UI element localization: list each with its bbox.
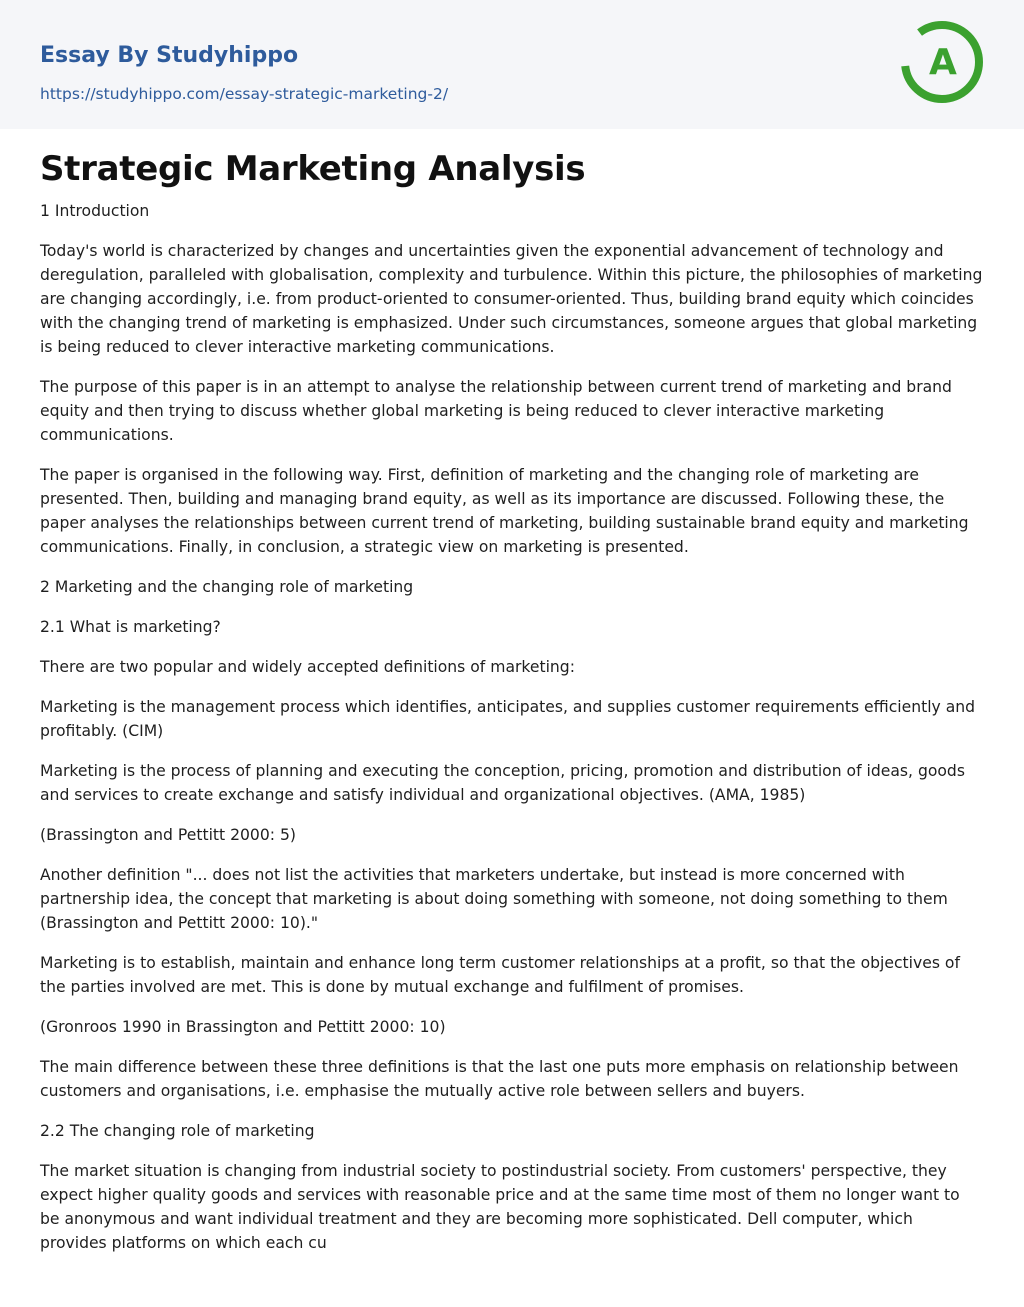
paragraph: Today's world is characterized by changes and uncertainties given the exponential advancement of technology and deregulation, paralleled with globalisation, complexity and turbulence. Within this picture, the philosophies of marketing are changing accordingly, i.e. from product-oriented to consumer-oriented. Thus, building brand equity which coincides with the changing trend of marketing is emphasized. Under such circumstances, someone argues that global marketing is being reduced to clever interactive marketing communications. <box>40 242 983 356</box>
definition-quote: Marketing is to establish, maintain and enhance long term customer relationships at a profit, so that the objectives of the parties involved are met. This is done by mutual exchange and fulfilment of promises. <box>40 954 960 996</box>
paragraph: The paper is organised in the following way. First, definition of marketing and the changing role of marketing are presented. Then, building and managing brand equity, as well as its importance are discussed. Following these, the paper analyses the relationships between current trend of marketing, building sustainable brand equity and marketing communications. Finally, in conclusion, a strategic view on marketing is presented. <box>40 466 969 556</box>
citation: (Brassington and Pettitt 2000: 5) <box>40 826 296 844</box>
source-url-link[interactable]: https://studyhippo.com/essay-strategic-marketing-2/ <box>40 85 449 103</box>
page-title: Strategic Marketing Analysis <box>40 149 586 189</box>
subsection-heading: 2.2 The changing role of marketing <box>40 1122 315 1140</box>
section-heading: 1 Introduction <box>40 202 150 220</box>
paragraph: The market situation is changing from industrial society to postindustrial society. From customers' perspective, they expect higher quality goods and services with reasonable price and at the same time most of them no longer want to be anonymous and want individual treatment and they are becoming more sophisticated. Dell computer, which provides platforms on which each cu <box>40 1162 960 1252</box>
article <box>0 129 1024 1255</box>
site-brand[interactable]: Essay By Studyhippo <box>40 43 299 68</box>
studyhippo-logo-icon[interactable] <box>900 20 984 104</box>
logo-letter: A <box>929 42 957 83</box>
subsection-heading: 2.1 What is marketing? <box>40 618 221 636</box>
paragraph: The main difference between these three definitions is that the last one puts more emphasis on relationship between customers and organisations, i.e. emphasise the mutually active role between sellers and buyers. <box>40 1058 959 1100</box>
citation: (Gronroos 1990 in Brassington and Pettitt 2000: 10) <box>40 1018 446 1036</box>
section-heading: 2 Marketing and the changing role of marketing <box>40 578 414 596</box>
paragraph: There are two popular and widely accepted definitions of marketing: <box>40 658 575 676</box>
definition-quote: Marketing is the process of planning and executing the conception, pricing, promotion and distribution of ideas, goods and services to create exchange and satisfy individual and organizational objectives. (AMA, 1985) <box>40 762 965 804</box>
site-header <box>0 0 1024 129</box>
definition-quote: Marketing is the management process which identifies, anticipates, and supplies customer requirements efficiently and profitably. (CIM) <box>40 698 976 740</box>
paragraph: The purpose of this paper is in an attempt to analyse the relationship between current trend of marketing and brand equity and then trying to discuss whether global marketing is being reduced to clever interactive marketing communications. <box>40 378 952 444</box>
paragraph: Another definition "... does not list the activities that marketers undertake, but instead is more concerned with partnership idea, the concept that marketing is about doing something with someone, not doing something to them (Brassington and Pettitt 2000: 10)." <box>40 866 948 932</box>
